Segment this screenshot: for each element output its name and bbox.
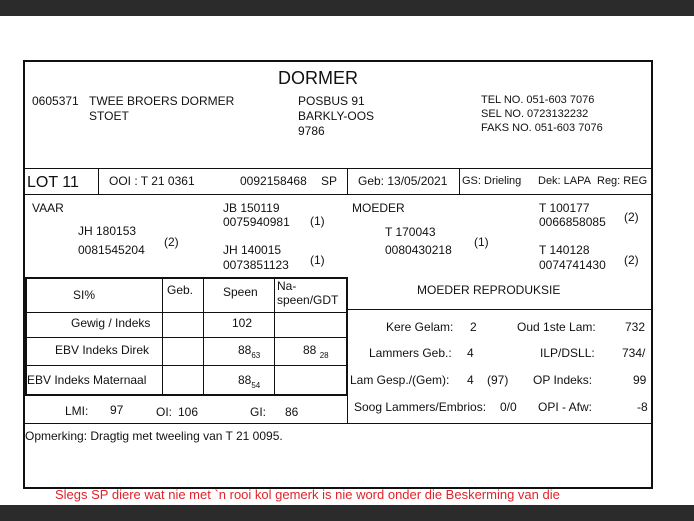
divider bbox=[162, 279, 163, 394]
op-indeks-label: OP Indeks: bbox=[533, 373, 593, 387]
sire-count: (2) bbox=[164, 235, 179, 249]
divider bbox=[25, 168, 651, 169]
col-naspeen-line2: speen/GDT bbox=[277, 293, 339, 307]
divider bbox=[459, 168, 460, 194]
soog-lammers-value: 0/0 bbox=[500, 400, 517, 414]
dam-dam-count: (2) bbox=[624, 253, 639, 267]
lam-gesp-average: (97) bbox=[487, 373, 509, 387]
divider bbox=[347, 277, 348, 423]
oud-lam-label: Oud 1ste Lam: bbox=[517, 320, 596, 334]
divider bbox=[203, 279, 204, 394]
mating-info: Dek: LAPA bbox=[538, 175, 591, 187]
divider bbox=[347, 309, 651, 310]
ilp-label: ILP/DSLL: bbox=[540, 346, 595, 360]
faks-number: FAKS NO. 051-603 7076 bbox=[481, 122, 603, 134]
divider bbox=[27, 312, 346, 313]
divider bbox=[27, 337, 346, 338]
dam-tag: T 170043 bbox=[385, 225, 436, 239]
repro-header: MOEDER REPRODUKSIE bbox=[417, 283, 561, 297]
auction-lot-card bbox=[23, 60, 653, 489]
dam-dam-id: 0074741430 bbox=[539, 258, 606, 272]
breeder-number: 0605371 bbox=[32, 94, 79, 108]
row-gewig-speen: 102 bbox=[232, 316, 253, 330]
address-line-3: 9786 bbox=[298, 124, 325, 138]
dam-count: (1) bbox=[474, 235, 489, 249]
op-indeks-value: 99 bbox=[633, 373, 647, 387]
si-table bbox=[25, 277, 348, 396]
dam-sire-count: (2) bbox=[624, 210, 639, 224]
soog-lammers-label: Soog Lammers/Embrios: bbox=[354, 400, 487, 414]
dam-sire-id: 0066858085 bbox=[539, 215, 606, 229]
kere-gelam-value: 2 bbox=[470, 320, 477, 334]
sire-dam-count: (1) bbox=[310, 253, 325, 267]
sire-sire-id: 0075940981 bbox=[223, 215, 290, 229]
opi-afw-value: -8 bbox=[637, 400, 648, 414]
tel-number: TEL NO. 051-603 7076 bbox=[481, 94, 595, 106]
remark: Opmerking: Dragtig met tweeling van T 21 0095. bbox=[25, 429, 283, 443]
opi-afw-label: OPI - Afw: bbox=[538, 400, 593, 414]
lmi-value: 97 bbox=[110, 403, 124, 417]
oi-value: 106 bbox=[178, 405, 199, 419]
gi-label: GI: bbox=[250, 405, 267, 419]
ewe-id: OOI : T 21 0361 bbox=[109, 174, 195, 188]
divider bbox=[25, 423, 651, 424]
row-maternaal-label: EBV Indeks Maternaal bbox=[27, 373, 147, 387]
oud-lam-value: 732 bbox=[625, 320, 646, 334]
sire-dam-tag: JH 140015 bbox=[223, 243, 282, 257]
divider bbox=[25, 194, 651, 195]
col-geb: Geb. bbox=[167, 283, 194, 297]
dam-sire-tag: T 100177 bbox=[539, 201, 590, 215]
address-line-2: BARKLY-OOS bbox=[298, 109, 375, 123]
birth-date: Geb: 13/05/2021 bbox=[358, 174, 448, 188]
ilp-value: 734/ bbox=[622, 346, 646, 360]
lam-gesp-label: Lam Gesp./(Gem): bbox=[350, 373, 450, 387]
row-direk-naspeen: 88 $_{28}$ bbox=[303, 343, 329, 360]
footer-note: Slegs SP diere wat nie met `n rooi kol gemerk is nie word onder die Beskerming van die bbox=[55, 487, 560, 502]
row-maternaal-speen: $88_{54}$ bbox=[238, 373, 261, 390]
sire-dam-id: 0073851123 bbox=[223, 258, 289, 272]
registration-number: 0092158468 bbox=[240, 174, 307, 188]
divider bbox=[27, 365, 346, 366]
gi-value: 86 bbox=[285, 405, 299, 419]
sire-label: VAAR bbox=[32, 201, 64, 215]
breeder-name: TWEE BROERS DORMER bbox=[89, 94, 235, 108]
sel-number: SEL NO. 0723132232 bbox=[481, 108, 589, 120]
col-speen: Speen bbox=[223, 285, 258, 299]
bottom-frame-bar bbox=[0, 505, 694, 521]
lammers-geb-value: 4 bbox=[467, 346, 474, 360]
dam-id: 0080430218 bbox=[385, 243, 452, 257]
birth-status: GS: Drieling bbox=[462, 175, 522, 187]
breed-title: DORMER bbox=[278, 68, 358, 88]
lam-gesp-value: 4 bbox=[467, 373, 474, 387]
grade-badge: SP bbox=[321, 174, 338, 188]
lot-number: LOT 11 bbox=[27, 174, 79, 191]
dam-dam-tag: T 140128 bbox=[539, 243, 590, 257]
sire-sire-tag: JB 150119 bbox=[223, 201, 280, 215]
col-naspeen: Na- bbox=[277, 279, 297, 293]
lammers-geb-label: Lammers Geb.: bbox=[369, 346, 452, 360]
divider bbox=[274, 279, 275, 394]
sire-tag: JH 180153 bbox=[78, 224, 137, 238]
divider bbox=[98, 168, 99, 194]
breeder-name-line2: STOET bbox=[89, 109, 129, 123]
row-direk-speen: $88_{63}$ bbox=[238, 343, 261, 360]
address-line-1: POSBUS 91 bbox=[298, 94, 365, 108]
dam-label: MOEDER bbox=[352, 201, 405, 215]
si-header: SI% bbox=[73, 288, 96, 302]
row-gewig-label: Gewig / Indeks bbox=[71, 316, 151, 330]
top-frame-bar bbox=[0, 0, 694, 16]
sire-id: 0081545204 bbox=[78, 243, 145, 257]
registration-status: Reg: REG bbox=[597, 175, 648, 187]
oi-label: OI: bbox=[156, 405, 173, 419]
lmi-label: LMI: bbox=[65, 404, 89, 418]
sire-sire-count: (1) bbox=[310, 214, 325, 228]
kere-gelam-label: Kere Gelam: bbox=[386, 320, 454, 334]
row-direk-label: EBV Indeks Direk bbox=[55, 343, 150, 357]
divider bbox=[347, 168, 348, 194]
